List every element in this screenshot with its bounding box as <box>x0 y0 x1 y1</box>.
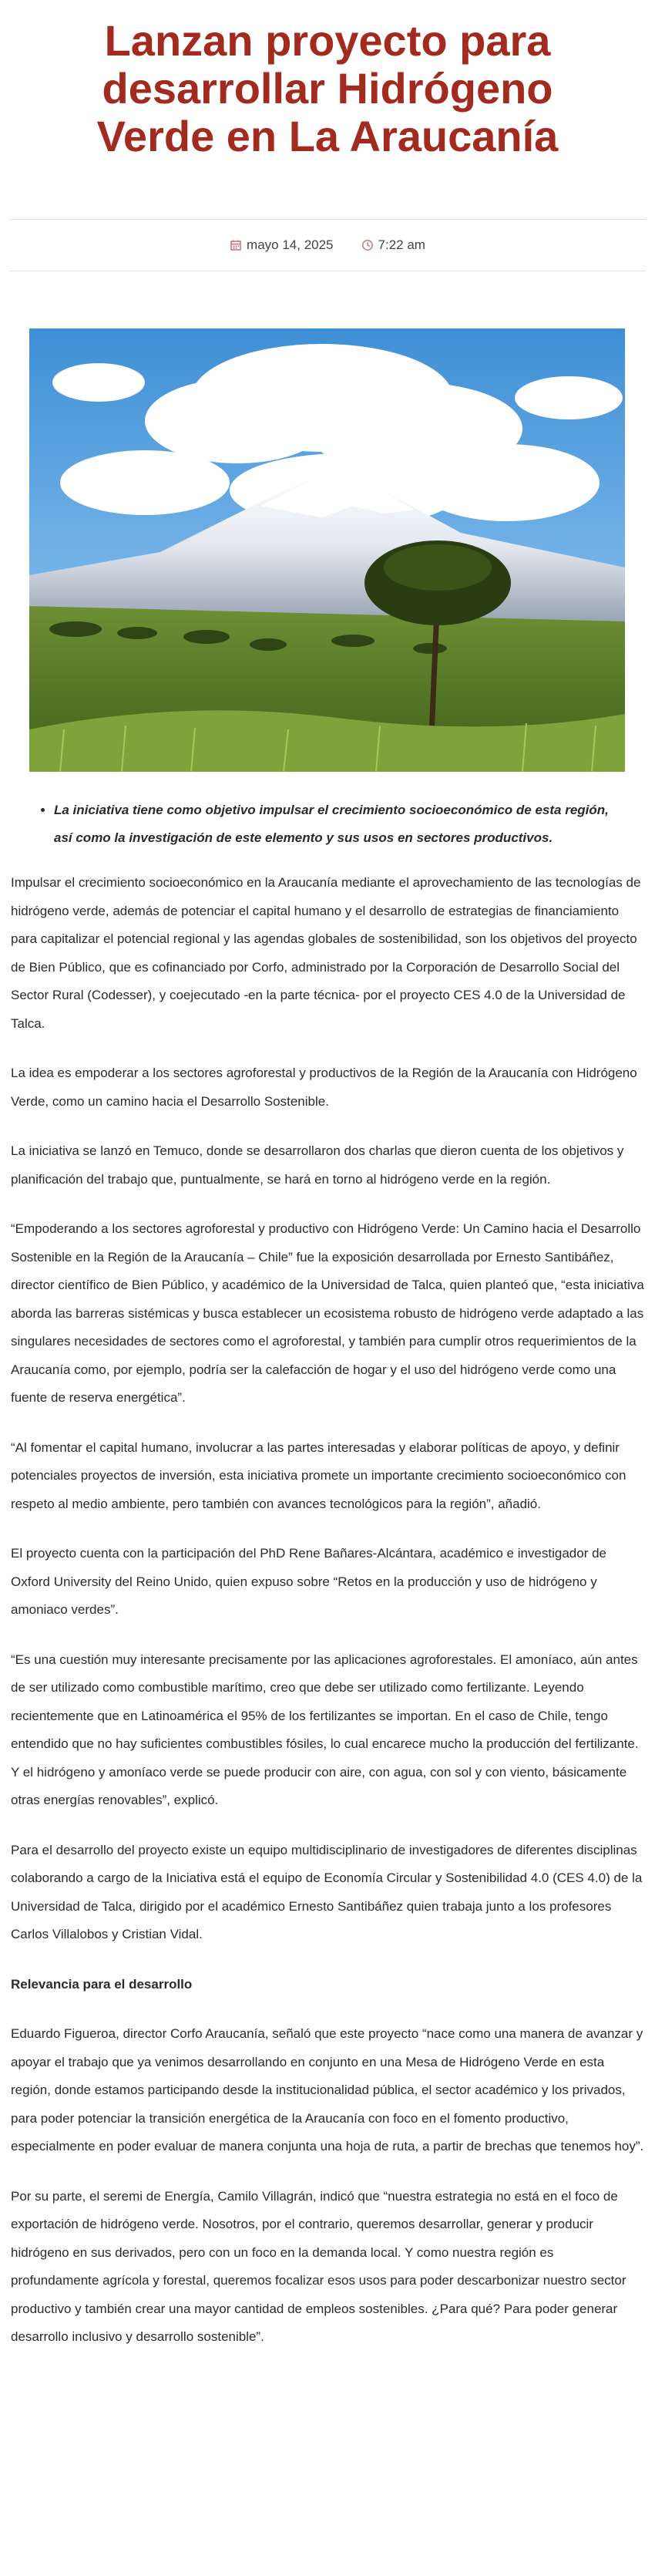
article-body <box>0 869 655 2352</box>
post-time <box>361 237 425 253</box>
article-paragraph: Por su parte, el seremi de Energía, Camilo Villagrán, indicó que “nuestra estrategia no está en el foco de exportación de hidrógeno verde. Nosotros, por el contrario, queremos desarrollar, generar y producir hidrógeno en sus derivados, pero con un foco en la demanda local. Y como nuestra región es profundamente agrícola y forestal, queremos focalizar esos usos para poder descarbonizar nuestro sector productivo y también crear una mayor cantidad de empleos sostenibles. ¿Para qué? Para poder generar desarrollo inclusivo y desarrollo sostenible”. <box>11 2188 626 2344</box>
featured-photo <box>29 328 625 772</box>
article-paragraph: La iniciativa se lanzó en Temuco, donde se desarrollaron dos charlas que dieron cuenta de los objetivos y planificación del trabajo que, puntualmente, se hará en torno al hidrógeno verde en la región. <box>11 1143 624 1187</box>
calendar-icon <box>230 239 242 251</box>
photo-caption: • La iniciativa tiene como objetivo impulsar el crecimiento socioeconómico de esta región, así como la investigación de este elemento y sus usos en sectores productivos. <box>54 796 624 852</box>
section-subheading: Relevancia para el desarrollo <box>11 1976 193 1992</box>
article-paragraph: El proyecto cuenta con la participación del PhD Rene Bañares-Alcántara, académico e investigador de Oxford University del Reino Unido, quien expuso sobre “Retos en la producción y uso de hidrógeno y amoniaco verdes”. <box>11 1546 607 1617</box>
article-paragraph: Para el desarrollo del proyecto existe un equipo multidisciplinario de investigadores de diferentes disciplinas colaborando a cargo de la Iniciativa está el equipo de Economía Circular y Sostenibilidad 4.0 (CES 4.0) de la Universidad de Talca, dirigido por el académico Ernesto Santibáñez quien trabaja junto a los profesores Carlos Villalobos y Cristian Vidal. <box>11 1842 643 1941</box>
post-date-text: mayo 14, 2025 <box>247 237 334 252</box>
post-time-text: 7:22 am <box>378 237 425 252</box>
article-paragraph: “Es una cuestión muy interesante precisamente por las aplicaciones agroforestales. El amoníaco, aún antes de ser utilizado como combustible marítimo, creo que debe ser utilizado como fertilizante. Leyendo recientemente que en Latinoamérica el 95% de los fertilizantes se importan. En el caso de Chile, tengo entendido que no hay suficientes combustibles fósiles, lo cual encarece mucho la producción del fertilizante. Y el hidrógeno y amoníaco verde se puede producir con aire, con agua, con sol y con viento, básicamente otras energías renovables”, explicó. <box>11 1652 639 1807</box>
post-date <box>230 237 333 253</box>
article-paragraph: “Empoderando a los sectores agroforestal y productivo con Hidrógeno Verde: Un Camino hacia el Desarrollo Sostenible en la Región de la Araucanía – Chile” fue la exposición desarrollada por Ernesto Santibáñez, director científico de Bien Público, y académico de la Universidad de Talca, quien planteó que, “esta iniciativa aborda las barreras sistémicas y busca establecer un ecosistema robusto de hidrógeno verde adaptado a las singulares necesidades de sectores como el agroforestal, y también para cumplir otros requerimientos de la Araucanía como, por ejemplo, podría ser la calefacción de hogar y el uso del hidrógeno verde como una fuente de reserva energética”. <box>11 1221 644 1405</box>
article-paragraph: Eduardo Figueroa, director Corfo Araucanía, señaló que este proyecto “nace como una manera de avanzar y apoyar el trabajo que ya venimos desarrollando en conjunto en una Mesa de Hidrógeno Verde en esta región, donde estamos participando desde la institucionalidad pública, el sector académico y los privados, para poder potenciar la transición energética de la Araucanía con foco en el fomento productivo, especialmente en poder evaluar de manera conjunta una hoja de ruta, a partir de brechas que tenemos hoy”. <box>11 2026 644 2153</box>
article-headline: Lanzan proyecto para desarrollar Hidrógeno Verde en La Araucanía <box>96 16 559 160</box>
article-paragraph: La idea es empoderar a los sectores agroforestal y productivos de la Región de la Araucanía con Hidrógeno Verde, como un camino hacia el Desarrollo Sostenible. <box>11 1066 637 1109</box>
clock-icon <box>361 239 374 251</box>
photo-caption-list <box>0 796 655 852</box>
article-paragraph: “Al fomentar el capital humano, involucrar a las partes interesadas y elaborar políticas de apoyo, y definir potenciales proyectos de inversión, esta iniciativa promete un importante crecimiento socioeconómico con respeto al medio ambiente, pero también con avances tecnológicos para la región”, añadió. <box>11 1440 626 1511</box>
article-paragraph: Impulsar el crecimiento socioeconómico en la Araucanía mediante el aprovechamiento de las tecnologías de hidrógeno verde, además de potenciar el capital humano y el desarrollo de estrategias de financiamiento para capitalizar el potencial regional y las agendas globales de sostenibilidad, son los objetivos del proyecto de Bien Público, que es cofinanciado por Corfo, administrado por la Corporación de Desarrollo Social del Sector Rural (Codesser), y coejecutado -en la parte técnica- por el proyecto CES 4.0 de la Universidad de Talca. <box>11 875 641 1031</box>
post-meta <box>9 219 646 271</box>
